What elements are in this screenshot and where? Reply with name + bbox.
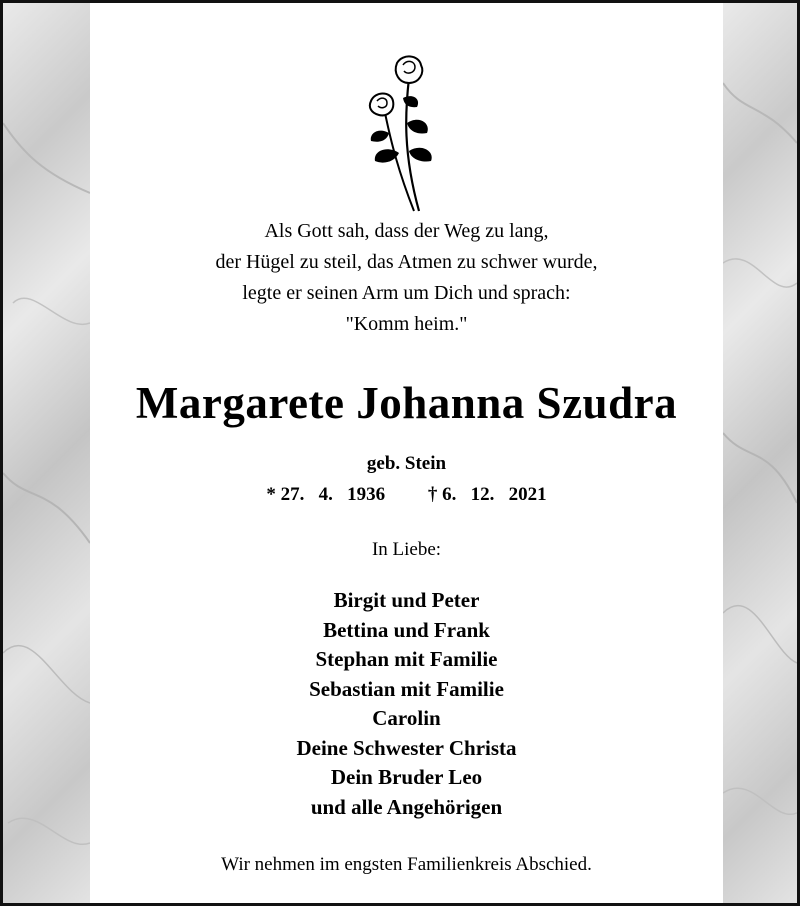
marble-border-left — [3, 3, 90, 903]
marble-border-right — [723, 3, 797, 903]
mourner: Sebastian mit Familie — [309, 676, 504, 701]
verse-line: der Hügel zu steil, das Atmen zu schwer wurde, — [215, 251, 598, 273]
birth-name: geb. Stein — [366, 453, 447, 474]
mourner: und alle Angehörigen — [310, 794, 503, 819]
deceased-name: Margarete Johanna Szudra — [135, 378, 678, 428]
in-love-label: In Liebe: — [371, 539, 442, 560]
closing-note: Wir nehmen im engsten Familienkreis Abschied. — [221, 854, 592, 875]
mourner: Dein Bruder Leo — [330, 765, 483, 789]
death-date: † 6. 12. 2021 — [427, 484, 547, 505]
obituary-panel — [90, 3, 723, 903]
mourners-list — [90, 586, 723, 822]
mourner: Stephan mit Familie — [315, 647, 498, 671]
rose-icon — [359, 53, 444, 218]
mourner: Birgit und Peter — [333, 588, 480, 612]
life-dates — [90, 484, 723, 506]
birth-date: * 27. 4. 1936 — [266, 484, 386, 505]
verse-line: Als Gott sah, dass der Weg zu lang, — [264, 220, 549, 242]
verse — [90, 216, 723, 340]
mourner: Bettina und Frank — [323, 617, 490, 642]
mourner: Carolin — [372, 706, 441, 730]
verse-line: legte er seinen Arm um Dich und sprach: — [242, 282, 571, 304]
mourner: Deine Schwester Christa — [296, 735, 517, 760]
verse-line: "Komm heim." — [345, 313, 468, 335]
